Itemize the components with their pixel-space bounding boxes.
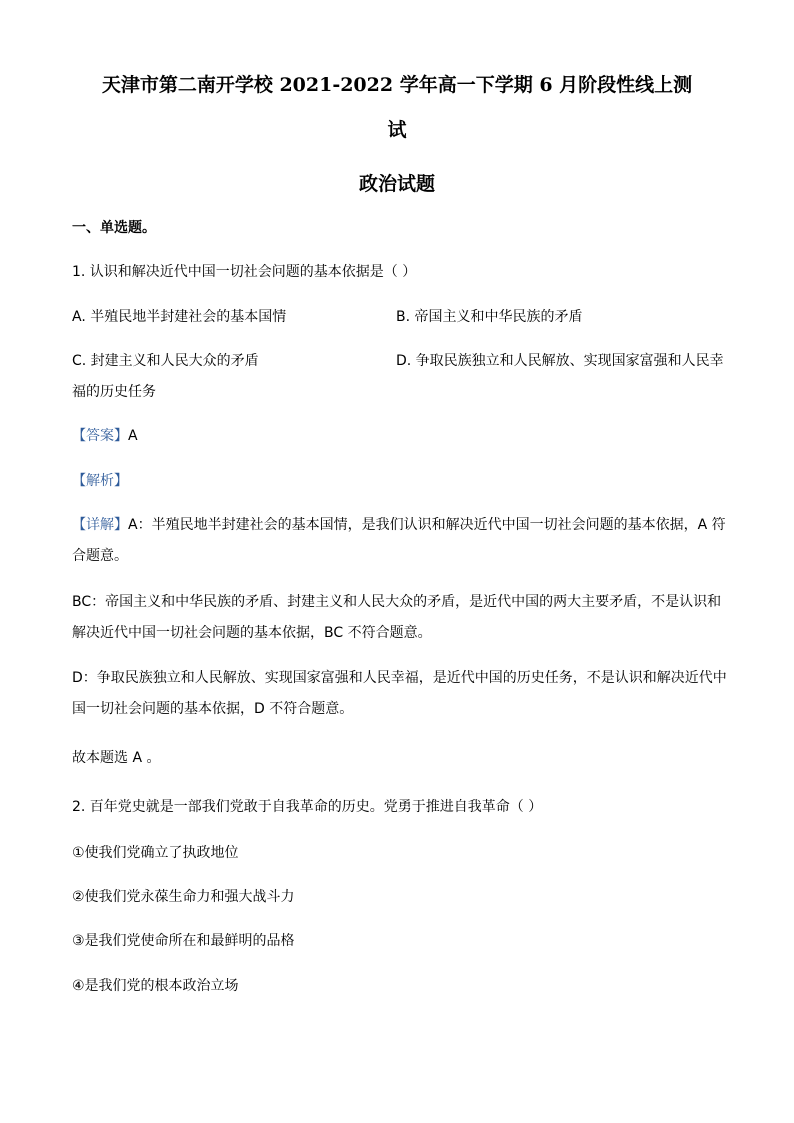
detail-a-text: A：半殖民地半封建社会的基本国情，是我们认识和解决近代中国一切社会问题的基本依据，A 符 xyxy=(128,517,726,533)
question-1-option-d: D. 争取民族独立和人民解放、实现国家富强和人民幸 xyxy=(396,353,724,369)
question-2-item-4: ④是我们党的根本政治立场 xyxy=(72,978,239,994)
question-1-option-b: B. 帝国主义和中华民族的矛盾 xyxy=(396,309,583,325)
detail-bc-line-2: 解决近代中国一切社会问题的基本依据，BC 不符合题意。 xyxy=(72,625,432,641)
detail-bc-line-1: BC：帝国主义和中华民族的矛盾、封建主义和人民大众的矛盾，是近代中国的两大主要矛盾，不是认识和 xyxy=(72,594,722,610)
detail-d-line-2: 国一切社会问题的基本依据，D 不符合题意。 xyxy=(72,701,354,717)
conclusion: 故本题选 A 。 xyxy=(72,750,161,766)
question-2-item-1: ①使我们党确立了执政地位 xyxy=(72,845,239,861)
question-2-item-3: ③是我们党使命所在和最鲜明的品格 xyxy=(72,933,295,949)
answer-label: 【答案】 xyxy=(72,428,128,444)
document-title-line-2: 试 xyxy=(387,119,407,141)
answer-line xyxy=(72,426,138,446)
answer-value: A xyxy=(128,428,138,444)
question-1-option-a: A. 半殖民地半封建社会的基本国情 xyxy=(72,309,287,325)
analysis-label: 【解析】 xyxy=(72,473,128,489)
detail-a-line-1 xyxy=(72,515,726,535)
detail-label: 【详解】 xyxy=(72,517,128,533)
document-title-line-1: 天津市第二南开学校 2021-2022 学年高一下学期 6 月阶段性线上测 xyxy=(101,74,693,96)
question-1-option-c: C. 封建主义和人民大众的矛盾 xyxy=(72,353,259,369)
question-1-stem: 1. 认识和解决近代中国一切社会问题的基本依据是（ ） xyxy=(72,264,417,280)
question-2-item-2: ②使我们党永葆生命力和强大战斗力 xyxy=(72,889,295,905)
question-1-option-d-continued: 福的历史任务 xyxy=(72,384,156,400)
section-heading: 一、单选题。 xyxy=(72,220,156,236)
detail-d-line-1: D：争取民族独立和人民解放、实现国家富强和人民幸福，是近代中国的历史任务，不是认识和解决近代中 xyxy=(72,670,727,686)
detail-a-line-2: 合题意。 xyxy=(72,548,128,564)
question-2-stem: 2. 百年党史就是一部我们党敢于自我革命的历史。党勇于推进自我革命（ ） xyxy=(72,799,543,815)
document-subtitle: 政治试题 xyxy=(358,173,435,195)
